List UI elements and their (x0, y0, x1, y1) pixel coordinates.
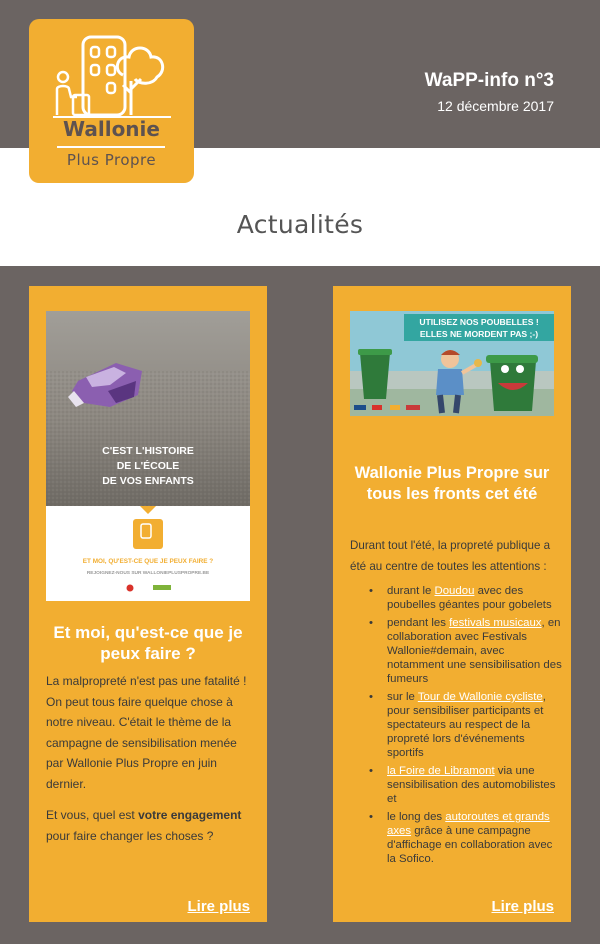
campaign-headline-line1: UTILISEZ NOS POUBELLES ! (419, 317, 539, 327)
building-tree-bin-icon (53, 31, 171, 119)
list-item: • pendant les festivals musicaux, en collaboration avec Festivals Wallonie#demain, avec notamment une sensibilisation des fumeurs (369, 616, 563, 686)
newsletter-date: 12 décembre 2017 (437, 98, 554, 114)
sponsor-logo (406, 405, 420, 410)
festivals-link[interactable]: festivals musicaux (449, 617, 542, 629)
wallonie-rooster-logo (127, 585, 134, 592)
sponsor-logo (354, 405, 366, 410)
campaign-poster-image[interactable] (46, 311, 250, 601)
read-more-link[interactable]: Lire plus (491, 898, 554, 915)
foire-libramont-link[interactable]: la Foire de Libramont (387, 765, 495, 777)
news-card-title: Wallonie Plus Propre sur tous les fronts cet été (354, 464, 550, 503)
news-card-summer (333, 286, 571, 922)
news-card-paragraph: Durant tout l'été, la propreté publique a été au centre de toutes les attentions : (350, 539, 551, 573)
partner-logo (153, 585, 171, 590)
news-card-title: Et moi, qu'est-ce que je peux faire ? (53, 623, 243, 663)
poster-caption-line2: DE L'ÉCOLE (116, 460, 180, 472)
read-more-link[interactable]: Lire plus (187, 898, 250, 915)
sponsor-logo (372, 405, 382, 410)
poster-cta-text: ET MOI, QU'EST-CE QUE JE PEUX FAIRE ? (82, 558, 214, 565)
news-card-body (46, 671, 253, 857)
news-card-paragraph: La malpropreté n'est pas une fatalité ! On peut tous faire quelque chose à notre niveau. C'était le thème de la campagne de sensibilisation menée par Wallonie Plus Propre en juin dernier. (46, 674, 247, 791)
news-card-engagement (29, 286, 267, 922)
news-card-paragraph: Et vous, quel est votre engagement pour faire changer les choses ? (46, 808, 242, 843)
list-item: • la Foire de Libramont via une sensibilisation des automobilistes et (369, 764, 563, 806)
autoroutes-link[interactable]: autoroutes et grands axes (387, 811, 550, 837)
tour-de-wallonie-link[interactable]: Tour de Wallonie cycliste (417, 691, 543, 703)
list-item: • sur le Tour de Wallonie cycliste, pour sensibiliser participants et spectateurs au respect de la propreté lors d'événements sportifs (369, 690, 563, 760)
logo-wordmark-plus-propre: Plus Propre (66, 151, 157, 169)
list-item: • le long des autoroutes et grands axes grâce à une campagne d'affichage en collaboration avec la Sofico. (369, 810, 563, 866)
doudou-link[interactable]: Doudou (434, 585, 475, 597)
poster-cta-subtext: REJOIGNEZ-NOUS SUR WALLONIEPLUSPROPRE.BE (86, 571, 210, 576)
poster-caption-line3: DE VOS ENFANTS (102, 475, 194, 487)
poster-caption-line1: C'EST L'HISTOIRE (102, 445, 194, 457)
summer-campaign-image[interactable] (350, 311, 554, 416)
news-card-intro (350, 536, 557, 588)
summer-actions-list (369, 584, 563, 870)
newsletter-issue-title: WaPP-info n°3 (424, 70, 554, 91)
logo-wordmark-wallonie: Wallonie (63, 117, 160, 141)
logo-divider (57, 146, 165, 148)
list-item: • durant le Doudou avec des poubelles géantes pour gobelets (369, 584, 563, 612)
campaign-headline-line2: ELLES NE MORDENT PAS ;-) (419, 329, 539, 339)
wallonie-plus-propre-logo[interactable] (29, 19, 194, 183)
sponsor-logo (390, 405, 400, 410)
section-title: Actualités (236, 210, 364, 239)
